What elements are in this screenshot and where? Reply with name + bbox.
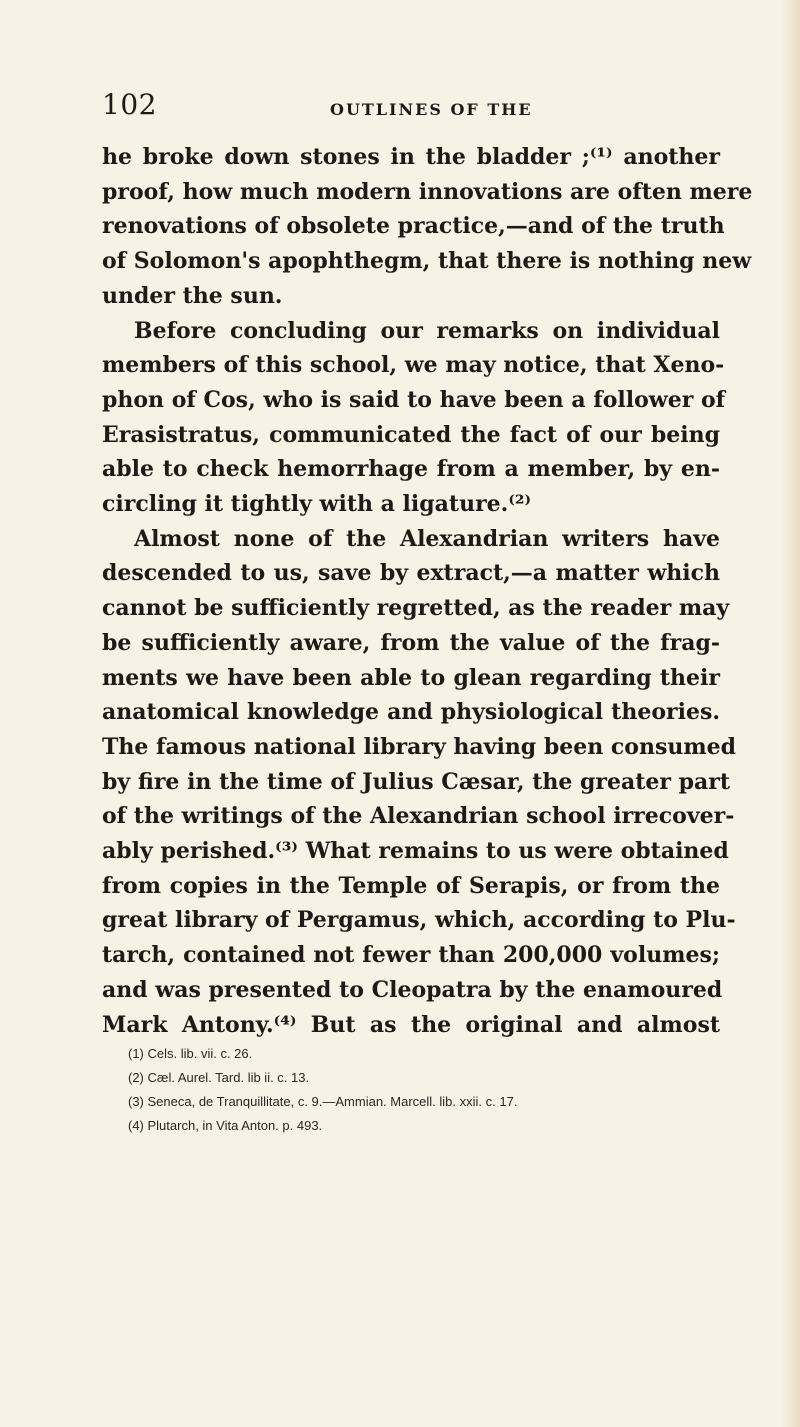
text-line: under the sun.: [102, 282, 283, 309]
footnotes: [128, 1042, 748, 1138]
footnote: (1) Cels. lib. vii. c. 26.: [128, 1046, 253, 1061]
text-line: by fire in the time of Julius Cæsar, the greater part: [102, 768, 731, 795]
text-line: descended to us, save by extract,—a matter which: [102, 560, 720, 587]
footnote: (4) Plutarch, in Vita Anton. p. 493.: [128, 1118, 323, 1133]
page-edge-shadow: [782, 0, 800, 1427]
footnote: (2) Cæl. Aurel. Tard. lib ii. c. 13.: [128, 1070, 310, 1085]
text-line: able to check hemorrhage from a member, by en-: [102, 456, 720, 483]
text-line: circling it tightly with a ligature.⁽²⁾: [102, 491, 532, 518]
text-line: members of this school, we may notice, that Xeno-: [102, 352, 725, 379]
text-line: and was presented to Cleopatra by the enamoured: [102, 976, 723, 1003]
running-head: OUTLINES OF THE: [330, 100, 533, 119]
text-line: be sufficiently aware, from the value of the frag-: [102, 629, 720, 656]
text-line: anatomical knowledge and physiological theories.: [102, 699, 720, 726]
text-line: from copies in the Temple of Serapis, or from the: [102, 872, 720, 899]
text-line: Almost none of the Alexandrian writers have: [134, 525, 720, 552]
text-line: he broke down stones in the bladder ;⁽¹⁾ another: [102, 144, 720, 170]
text-line: of Solomon's apophthegm, that there is nothing new: [102, 248, 752, 275]
text-line: The famous national library having been consumed: [102, 733, 736, 760]
text-line: ments we have been able to glean regarding their: [102, 664, 720, 691]
footnote: (3) Seneca, de Tranquillitate, c. 9.—Ammian. Marcell. lib. xxii. c. 17.: [128, 1094, 518, 1109]
text-line: tarch, contained not fewer than 200,000 volumes;: [102, 942, 720, 969]
body-text: [102, 140, 753, 1042]
text-line: Erasistratus, communicated the fact of our being: [102, 421, 720, 448]
text-line: phon of Cos, who is said to have been a follower of: [102, 386, 726, 413]
text-line: cannot be sufficiently regretted, as the reader may: [102, 595, 730, 622]
text-line: of the writings of the Alexandrian school irrecover-: [102, 803, 735, 830]
page-number: 102: [102, 88, 157, 121]
text-line: Mark Antony.⁽⁴⁾ But as the original and almost: [102, 1011, 720, 1038]
text-line: renovations of obsolete practice,—and of the truth: [102, 213, 725, 240]
text-line: ably perished.⁽³⁾ What remains to us were obtained: [102, 838, 729, 865]
text-line: Before concluding our remarks on individual: [134, 317, 720, 344]
text-line: proof, how much modern innovations are often mere: [102, 178, 753, 205]
text-line: great library of Pergamus, which, according to Plu-: [102, 907, 736, 934]
